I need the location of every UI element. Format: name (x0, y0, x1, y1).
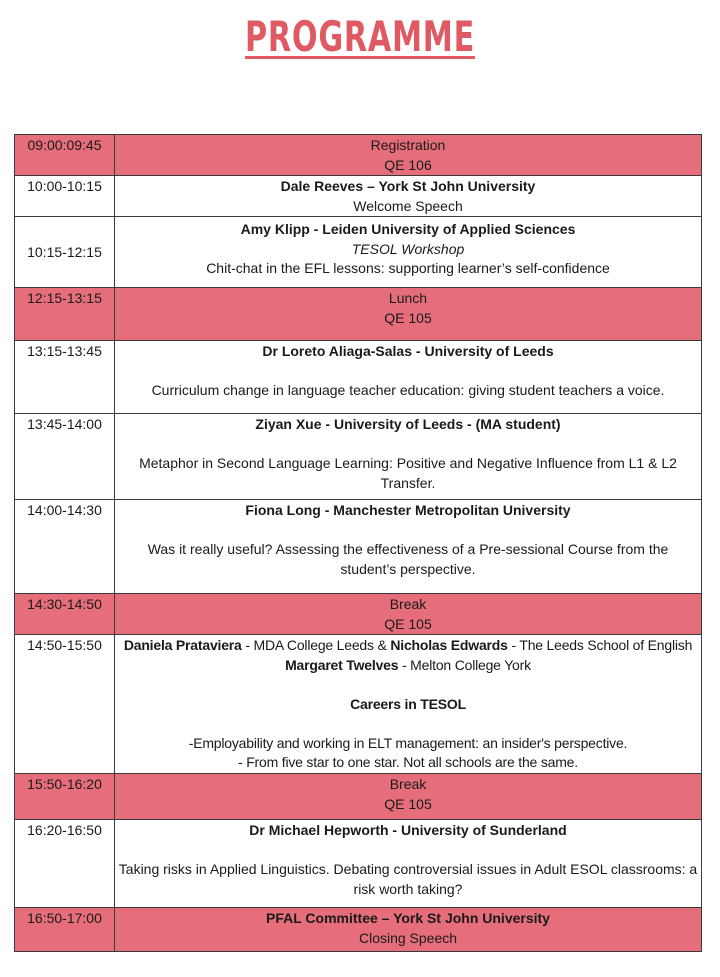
workshop-label: TESOL Workshop (351, 240, 465, 257)
page-title: PROGRAMME (245, 12, 475, 61)
time-cell: 09:00:09:45 (15, 135, 115, 176)
event-cell (115, 774, 702, 820)
talk-topic: Chit-chat in the EFL lessons: supporting learner’s self-confidence (206, 260, 610, 276)
table-row (15, 774, 702, 820)
table-row (15, 341, 702, 414)
speaker-affiliation: - University of Sunderland (388, 822, 567, 838)
speaker-affiliation: - Melton College York (398, 656, 531, 673)
time-cell: 16:50-17:00 (15, 908, 115, 952)
room-label: QE 106 (384, 156, 432, 173)
event-cell (115, 341, 702, 414)
speaker-affiliation: - University of Leeds (412, 343, 554, 359)
time-cell: 14:30-14:50 (15, 594, 115, 635)
speaker-name: Dale Reeves (280, 178, 364, 194)
event-cell (115, 217, 702, 288)
room-label: QE 105 (384, 615, 432, 632)
time-cell: 14:50-15:50 (15, 635, 115, 774)
speaker-name: PFAL Committee (266, 910, 378, 926)
session-title: Careers in TESOL (350, 695, 466, 712)
event-description: Closing Speech (358, 929, 458, 946)
speaker-affiliation: – York St John University (377, 910, 550, 926)
time-cell: 13:45-14:00 (15, 414, 115, 500)
talk-topic: Curriculum change in language teacher education: giving student teachers a voice. (151, 382, 665, 398)
table-row (15, 217, 702, 288)
speaker-name: Fiona Long (245, 502, 321, 518)
time-cell: 12:15-13:15 (15, 288, 115, 341)
table-row (15, 635, 702, 774)
programme-table (14, 134, 702, 952)
event-cell (115, 135, 702, 176)
time-cell: 16:20-16:50 (15, 820, 115, 908)
event-title: Lunch (388, 290, 428, 306)
speaker-affiliation: - MDA College Leeds & (241, 637, 391, 653)
table-row (15, 176, 702, 217)
speaker-affiliation: - Manchester Metropolitan University (320, 502, 571, 518)
speaker-name: Amy Klipp (240, 221, 310, 237)
table-row (15, 500, 702, 594)
room-label: QE 105 (384, 309, 432, 326)
event-cell (115, 594, 702, 635)
time-cell: 14:00-14:30 (15, 500, 115, 594)
event-title: Break (389, 596, 427, 612)
speaker-affiliation: – York St John University (363, 178, 536, 194)
speaker-name: Dr Michael Hepworth (249, 822, 389, 838)
speaker-affiliation: - University of Leeds - (MA student) (321, 416, 561, 432)
event-cell (115, 908, 702, 952)
room-label: QE 105 (384, 795, 432, 812)
table-row (15, 820, 702, 908)
table-row (15, 288, 702, 341)
talk-topic: Taking risks in Applied Linguistics. Debating controversial issues in Adult ESOL classrooms: a risk worth taking? (118, 861, 698, 897)
time-cell: 15:50-16:20 (15, 774, 115, 820)
table-row (15, 908, 702, 952)
talk-topic: Metaphor in Second Language Learning: Positive and Negative Influence from L1 & L2 Transfer. (139, 455, 677, 491)
event-title: Registration (370, 137, 446, 153)
talk-topic: -Employability and working in ELT management: an insider's perspective. (188, 734, 628, 751)
speaker-name: Margaret Twelves (285, 656, 399, 673)
event-cell (115, 414, 702, 500)
event-cell (115, 500, 702, 594)
speaker-name: Ziyan Xue (255, 416, 322, 432)
talk-topic: - From five star to one star. Not all schools are the same. (238, 754, 578, 770)
table-row (15, 135, 702, 176)
table-row (15, 414, 702, 500)
event-cell (115, 820, 702, 908)
time-cell: 10:00-10:15 (15, 176, 115, 217)
speaker-name: Nicholas Edwards (390, 637, 508, 653)
speaker-name: Daniela Prataviera (123, 637, 242, 653)
time-cell: 13:15-13:45 (15, 341, 115, 414)
event-cell (115, 176, 702, 217)
table-row (15, 594, 702, 635)
event-cell (115, 288, 702, 341)
speaker-affiliation: - The Leeds School of English (507, 637, 693, 653)
speaker-name: Dr Loreto Aliaga-Salas (262, 343, 413, 359)
event-title: Break (389, 776, 427, 792)
talk-topic: Was it really useful? Assessing the effectiveness of a Pre-sessional Course from the student’s perspective. (147, 541, 669, 577)
event-cell (115, 635, 702, 774)
event-description: Welcome Speech (353, 197, 463, 214)
speaker-affiliation: - Leiden University of Applied Sciences (309, 221, 576, 237)
time-cell: 10:15-12:15 (15, 217, 115, 288)
